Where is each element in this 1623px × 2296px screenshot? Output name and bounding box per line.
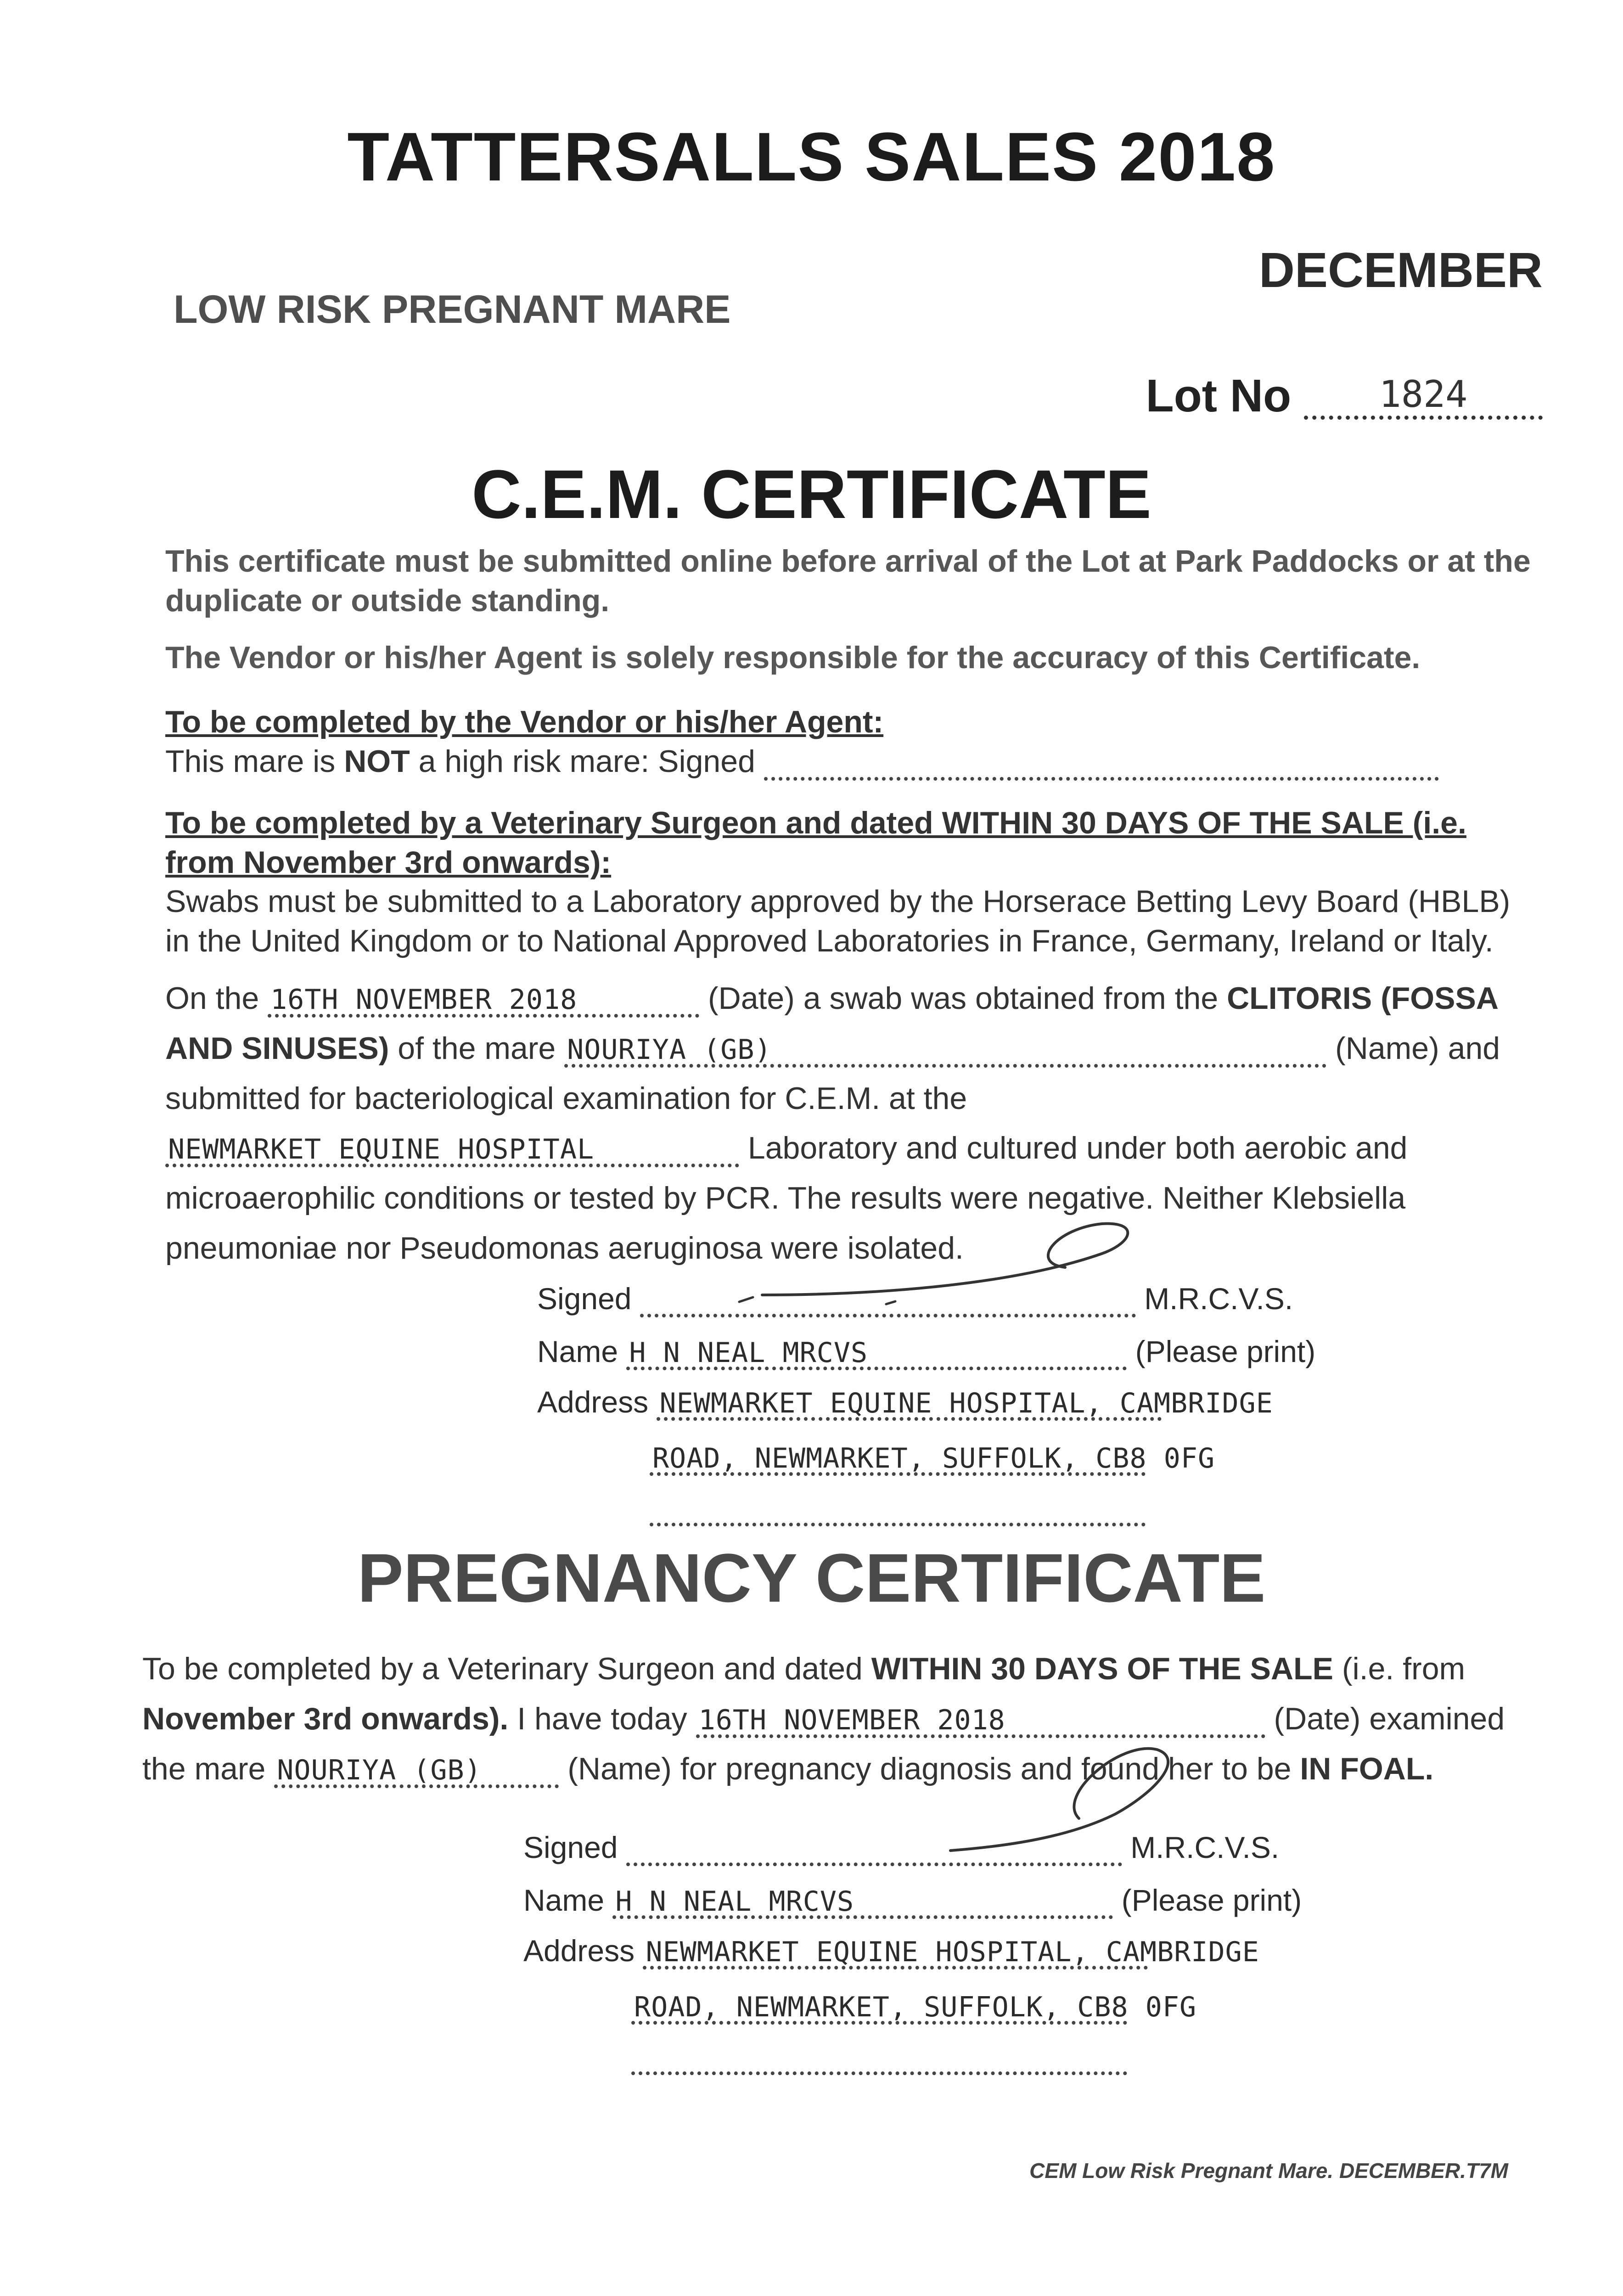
preg-vet-name-value: H N NEAL MRCVS bbox=[615, 1885, 854, 1918]
cem-address-line2-field[interactable] bbox=[650, 1442, 1215, 1476]
preg-name-label: Name bbox=[523, 1883, 605, 1917]
certificate-type: LOW RISK PREGNANT MARE bbox=[174, 287, 731, 332]
cem-please-print: (Please print) bbox=[1135, 1334, 1316, 1368]
preg-name-row bbox=[523, 1883, 1302, 1919]
pregnancy-statement bbox=[142, 1644, 1538, 1794]
vendor-line-pre: This mare is bbox=[165, 743, 344, 779]
cem-address-row bbox=[537, 1384, 1273, 1421]
cem-signed-label: Signed bbox=[537, 1282, 632, 1316]
cem-certificate-title: C.E.M. CERTIFICATE bbox=[472, 456, 1151, 533]
preg-mrcvs-label: M.R.C.V.S. bbox=[1130, 1830, 1280, 1864]
form-reference: CEM Low Risk Pregnant Mare. DECEMBER.T7M bbox=[1029, 2159, 1508, 2183]
laboratory-suffix: Laboratory bbox=[747, 1131, 897, 1166]
preg-intro-post: I have today bbox=[508, 1701, 687, 1736]
cem-address-line3-row bbox=[650, 1490, 1146, 1526]
preg-vet-name-field[interactable] bbox=[612, 1885, 1113, 1919]
preg-mare-name-value: NOURIYA (GB) bbox=[277, 1754, 482, 1786]
swab-date-field[interactable] bbox=[268, 983, 699, 1018]
responsibility-notice: The Vendor or his/her Agent is solely responsible for the accuracy of this Certificate. bbox=[165, 640, 1421, 675]
cem-address-line3-field[interactable] bbox=[650, 1492, 1146, 1526]
vendor-line-post: a high risk mare: Signed bbox=[410, 743, 755, 779]
mare-name-field[interactable] bbox=[564, 1033, 1326, 1068]
lot-number-field bbox=[1146, 370, 1543, 422]
preg-signed-row bbox=[523, 1830, 1279, 1866]
pregnancy-certificate-title: PREGNANCY CERTIFICATE bbox=[357, 1539, 1266, 1616]
preg-address-row bbox=[523, 1933, 1259, 1970]
laboratory-value: NEWMARKET EQUINE HOSPITAL bbox=[168, 1133, 595, 1166]
cem-address-line2-row bbox=[650, 1440, 1215, 1476]
vendor-declaration bbox=[165, 742, 1538, 782]
preg-intro-bold2: November 3rd onwards). bbox=[142, 1701, 509, 1736]
date-suffix: (Date) a swab was obtained from the bbox=[708, 981, 1219, 1016]
lot-label: Lot No bbox=[1146, 370, 1292, 422]
culture-results: and cultured under both aerobic and microaerophilic conditions or tested by PCR. The results were negative. Neither Klebsiella pneumoniae nor Pseudomonas aeruginosa were isolated. bbox=[165, 1131, 1408, 1266]
preg-address-line2-row bbox=[631, 1988, 1197, 2025]
cem-signature-block bbox=[537, 1281, 1524, 1538]
submission-notice: This certificate must be submitted online before arrival of the Lot at Park Paddocks or at the duplicate or outside standing. bbox=[165, 544, 1531, 618]
preg-address-label: Address bbox=[523, 1934, 635, 1968]
preg-signature-field[interactable] bbox=[626, 1832, 1122, 1866]
cem-name-row bbox=[537, 1334, 1315, 1370]
exam-prefix: for bacteriological examination for C.E.M. at the bbox=[309, 1080, 967, 1116]
preg-date-suffix: (Date) examined the bbox=[142, 1701, 1505, 1786]
name-suffix: (Name) and submitted bbox=[165, 1030, 1500, 1116]
vendor-line-not: NOT bbox=[344, 743, 410, 779]
sale-month: DECEMBER bbox=[1258, 242, 1543, 298]
preg-signature-block bbox=[523, 1830, 1511, 2087]
preg-address-line1-field[interactable] bbox=[643, 1936, 1259, 1970]
preg-date-value: 16TH NOVEMBER 2018 bbox=[698, 1704, 1005, 1736]
vendor-signature-field[interactable] bbox=[764, 746, 1439, 781]
cem-address-line1: NEWMARKET EQUINE HOSPITAL, CAMBRIDGE bbox=[659, 1387, 1273, 1419]
preg-intro-mid: (i.e. from bbox=[1333, 1651, 1466, 1686]
of-the-mare-label: of the mare bbox=[398, 1030, 556, 1066]
preg-intro-pre: To be completed by a Veterinary Surgeon and dated bbox=[142, 1651, 871, 1686]
preg-address-line3-row bbox=[631, 2039, 1127, 2075]
swab-site: CLITORIS (FOSSA AND SINUSES) bbox=[165, 981, 1498, 1066]
preg-signed-label: Signed bbox=[523, 1830, 618, 1864]
cem-address-line1-field[interactable] bbox=[657, 1387, 1273, 1421]
cem-vet-name-field[interactable] bbox=[626, 1336, 1127, 1370]
preg-address-line2: ROAD, NEWMARKET, SUFFOLK, CB8 0FG bbox=[634, 1991, 1197, 2023]
cem-mrcvs-label: M.R.C.V.S. bbox=[1144, 1282, 1293, 1316]
lot-number-value[interactable]: 1824 bbox=[1304, 376, 1543, 420]
cem-name-label: Name bbox=[537, 1334, 618, 1368]
swab-requirements: Swabs must be submitted to a Laboratory approved by the Horserace Betting Levy Board (HBLB) in the United Kingdom or to National Approved Laboratories in France, Germany, Ireland or Italy. bbox=[165, 884, 1511, 959]
swab-date-value: 16TH NOVEMBER 2018 bbox=[270, 984, 578, 1016]
document-title: TATTERSALLS SALES 2018 bbox=[347, 118, 1276, 195]
preg-address-line1: NEWMARKET EQUINE HOSPITAL, CAMBRIDGE bbox=[646, 1936, 1259, 1968]
cem-handwritten-signature bbox=[735, 1203, 1171, 1313]
laboratory-field[interactable] bbox=[165, 1132, 739, 1167]
mare-name-value: NOURIYA (GB) bbox=[567, 1033, 772, 1066]
preg-mare-name-field[interactable] bbox=[274, 1753, 559, 1788]
on-the-label: On the bbox=[165, 981, 259, 1016]
preg-intro-bold: WITHIN 30 DAYS OF THE SALE bbox=[871, 1651, 1334, 1686]
cem-address-line2: ROAD, NEWMARKET, SUFFOLK, CB8 0FG bbox=[652, 1442, 1215, 1474]
preg-address-line3-field[interactable] bbox=[631, 2041, 1127, 2075]
vet-heading: To be completed by a Veterinary Surgeon and dated WITHIN 30 DAYS OF THE SALE (i.e. from November 3rd onwards): bbox=[165, 805, 1466, 880]
preg-address-line2-field[interactable] bbox=[631, 1991, 1197, 2025]
preg-diagnosis-text: (Name) for pregnancy diagnosis and found her to be bbox=[567, 1751, 1292, 1786]
vet-section bbox=[165, 804, 1538, 961]
cem-vet-name-value: H N NEAL MRCVS bbox=[629, 1337, 868, 1369]
cem-address-label: Address bbox=[537, 1385, 649, 1419]
vendor-section bbox=[165, 703, 1538, 781]
vendor-heading: To be completed by the Vendor or his/her Agent: bbox=[165, 704, 884, 739]
preg-please-print: (Please print) bbox=[1121, 1883, 1302, 1917]
preg-result: IN FOAL. bbox=[1300, 1751, 1434, 1786]
preg-mare-prefix: mare bbox=[194, 1751, 266, 1786]
